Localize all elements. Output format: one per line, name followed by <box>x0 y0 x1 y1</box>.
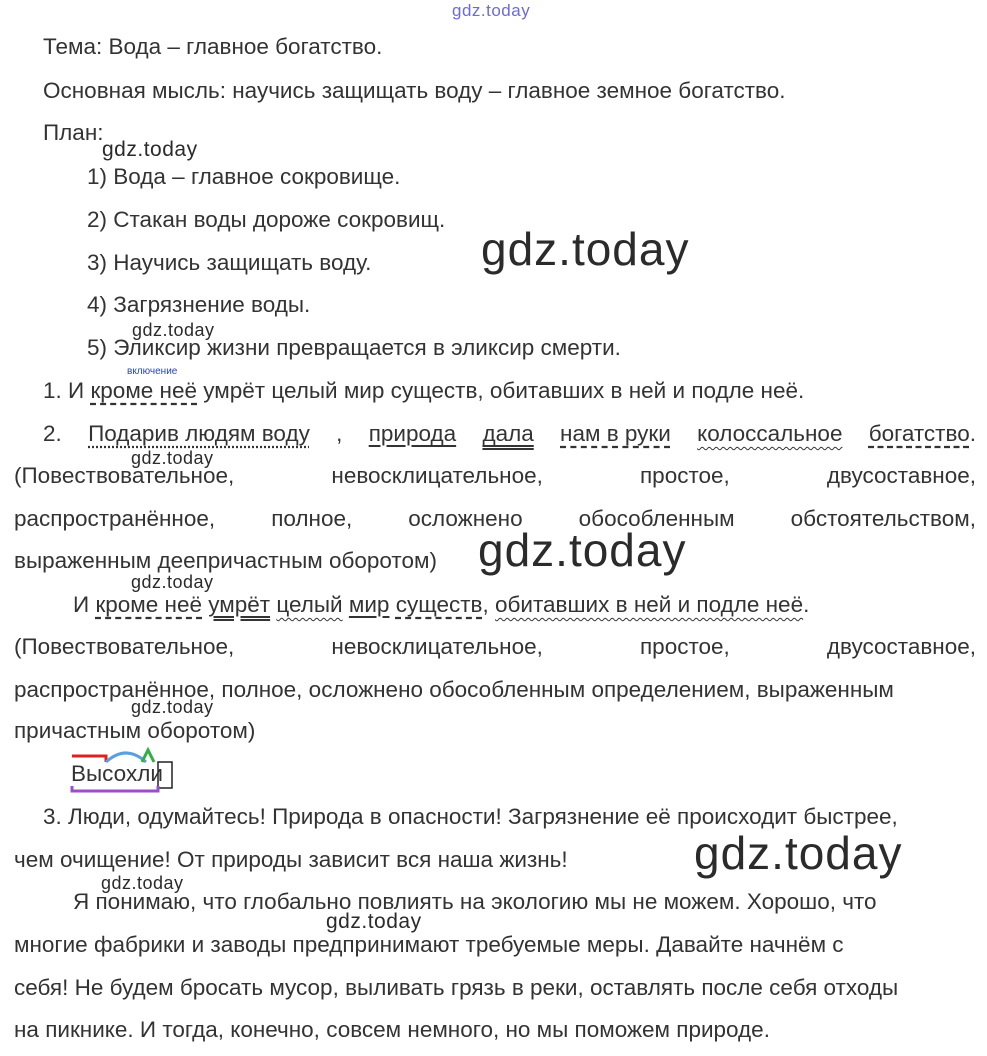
desc-word: двусоставное, <box>826 634 976 659</box>
plan-item: 5) Эликсир жизни превращается в эликсир смерти. <box>87 335 621 360</box>
desc-word: распространённое, <box>14 506 216 531</box>
theme-line: Тема: Вода – главное богатство. <box>43 34 383 59</box>
t2s1-num: 2. <box>43 421 62 446</box>
desc-word: простое, <box>640 634 730 659</box>
desc-word: осложнено <box>408 506 523 531</box>
t2s2-w9: существ <box>395 592 483 617</box>
plan-item: 1) Вода – главное сокровище. <box>87 164 401 189</box>
t2s2-w0: И <box>73 592 96 617</box>
desc-word: невосклицательное, <box>331 634 543 659</box>
desc-word: простое, <box>640 463 730 488</box>
t2s2-w3: умрёт <box>208 592 271 617</box>
watermark: gdz.today <box>131 448 214 468</box>
watermark: gdz.today <box>326 910 422 933</box>
desc-word: двусоставное, <box>826 463 976 488</box>
task3-line1: 3. Люди, одумайтесь! Природа в опасности! Загрязнение её происходит быстрее, <box>43 804 898 829</box>
watermark: gdz.today <box>131 697 214 717</box>
watermark: gdz.today <box>481 223 690 275</box>
morph-word: Высохли <box>71 761 163 786</box>
t2s2-w10: , <box>482 592 496 617</box>
task1-inclusion: кроме неё <box>90 378 198 403</box>
plan-item: 2) Стакан воды дороже сокровищ. <box>87 207 446 232</box>
t2s1-desc1 <box>14 461 976 491</box>
watermark: gdz.today <box>101 873 184 893</box>
task1-rest: умрёт целый мир существ, обитавших в ней и подле неё. <box>197 378 805 403</box>
task3-p2-line3: себя! Не будем бросать мусор, выливать грязь в реки, оставлять после себя отходы <box>14 975 899 1000</box>
task2-sentence1 <box>43 419 976 449</box>
top-watermark: gdz.today <box>452 1 531 20</box>
t2s1-w0: Подарив людям воду <box>88 421 310 446</box>
task3-p2-line1: Я понимаю, что глобально повлиять на экологию мы не можем. Хорошо, что <box>73 889 877 914</box>
t2s2-w5: целый <box>276 592 343 617</box>
t2s1-desc3: выраженным деепричастным оборотом) <box>14 548 437 573</box>
t2s1-w11: . <box>969 421 976 446</box>
plan-label: План: <box>43 120 104 145</box>
task2-sentence2 <box>73 590 809 620</box>
t2s2-desc2: распространённое, полное, осложнено обособленным определением, выраженным <box>14 677 894 702</box>
t2s1-w6: нам в руки <box>560 421 671 446</box>
watermark: gdz.today <box>478 524 687 576</box>
plan-item: 3) Научись защищать воду. <box>87 250 372 275</box>
t2s2-w11: обитавших в ней и подле неё <box>495 592 804 617</box>
desc-word: обособленным <box>578 506 735 531</box>
t2s2-w1: кроме неё <box>95 592 202 617</box>
desc-word: (Повествовательное, <box>14 634 235 659</box>
plan-item: 4) Загрязнение воды. <box>87 292 311 317</box>
desc-word: (Повествовательное, <box>14 463 235 488</box>
t2s1-w8: колоссальное <box>697 421 843 446</box>
t2s2-desc1 <box>14 632 976 662</box>
t2s2-w12: . <box>803 592 810 617</box>
desc-word: невосклицательное, <box>331 463 543 488</box>
task3-p2-line2: многие фабрики и заводы предпринимают требуемые меры. Давайте начнём с <box>14 932 844 957</box>
desc-word: полное, <box>271 506 353 531</box>
t2s1-w1: , <box>336 421 343 446</box>
task1-sentence <box>43 376 804 406</box>
t2s1-w10: богатство <box>868 421 970 446</box>
watermark: gdz.today <box>694 827 903 879</box>
watermark: gdz.today <box>102 138 198 161</box>
t2s1-w2: природа <box>368 421 457 446</box>
desc-word: обстоятельством, <box>790 506 976 531</box>
task3-line2: чем очищение! От природы зависит вся наша жизнь! <box>14 847 568 872</box>
main-idea-line: Основная мысль: научись защищать воду – главное земное богатство. <box>43 78 786 103</box>
task3-p2-line4: на пикнике. И тогда, конечно, совсем немного, но мы поможем природе. <box>14 1017 770 1042</box>
watermark: gdz.today <box>132 320 215 340</box>
inclusion-note: включение <box>127 366 178 377</box>
task1-num: 1. И <box>43 378 91 403</box>
t2s1-w10-wrap <box>869 419 976 449</box>
t2s2-w7: мир <box>348 592 390 617</box>
t2s2-desc3: причастным оборотом) <box>14 718 256 743</box>
t2s1-w4: дала <box>482 421 534 446</box>
watermark: gdz.today <box>131 572 214 592</box>
